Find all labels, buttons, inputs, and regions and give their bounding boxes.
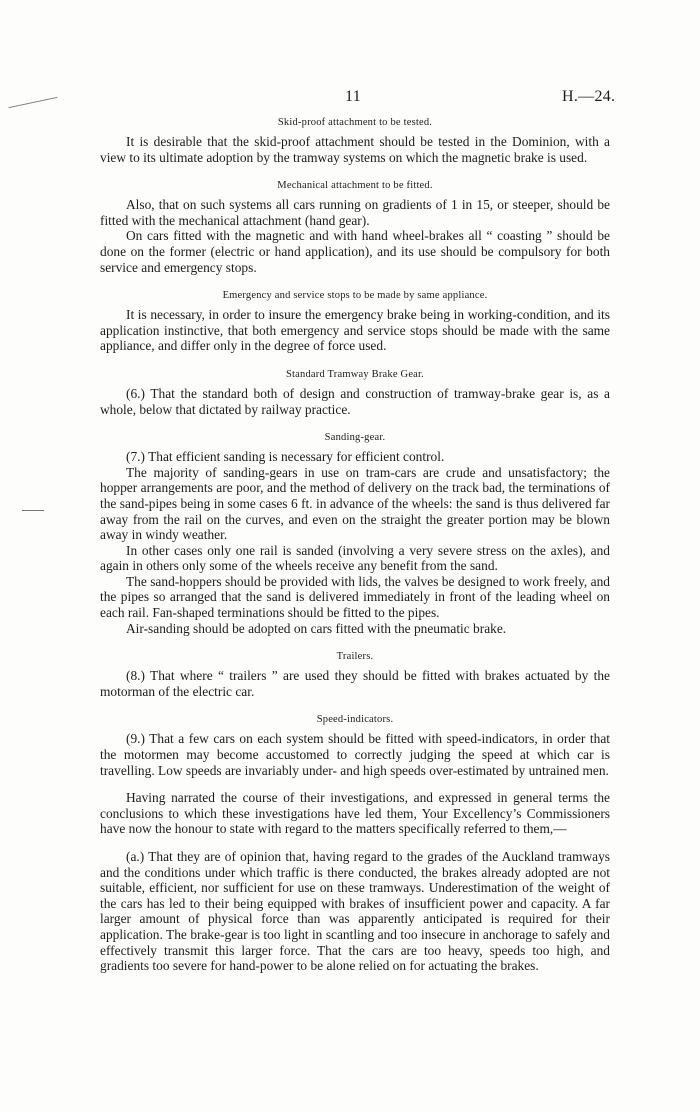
heading-mechanical-attachment: Mechanical attachment to be fitted. <box>277 180 433 192</box>
closing-paragraph: Having narrated the course of their investigations, and expressed in general terms the conclusions to which these investigations have led them, Your Excellency’s Commissioners have now the honour to state with regard to the matters specifically referred to them,— <box>100 790 610 837</box>
paragraph: (8.) That where “ trailers ” are used they should be fitted with brakes actuated by the motorman of the electric car. <box>100 668 610 699</box>
page-number: 11 <box>345 88 362 105</box>
heading-speed-indicators: Speed-indicators. <box>316 714 394 726</box>
heading-skid-proof: Skid-proof attachment to be tested. <box>277 117 433 128</box>
paragraph: It is desirable that the skid-proof attachment should be tested in the Dominion, with a view to its ultimate adoption by the tramway systems on which the magnetic brake is used. <box>100 134 610 165</box>
paragraph: Air-sanding should be adopted on cars fitted with the pneumatic brake. <box>126 620 507 636</box>
paragraph: Also, that on such systems all cars running on gradients of 1 in 15, or steeper, should be fitted with the mechanical attachment (hand gear). <box>100 197 610 228</box>
paragraph: On cars fitted with the magnetic and with hand wheel-brakes all “ coasting ” should be done on the former (electric or hand application), and its use should be compulsory for both service and emergency stops. <box>100 228 610 275</box>
document-body <box>100 116 610 974</box>
paragraph: (6.) That the standard both of design and construction of tramway-brake gear is, as a whole, below that dictated by railway practice. <box>100 385 610 417</box>
heading-standard-brake-gear: Standard Tramway Brake Gear. <box>286 368 424 380</box>
paragraph: It is necessary, in order to insure the emergency brake being in working-condition, and its application instinctive, that both emergency and service stops should be made with the same appliance, and differ only in the degree of force used. <box>100 307 610 354</box>
heading-sanding-gear: Sanding-gear. <box>324 432 386 444</box>
paragraph: The majority of sanding-gears in use on tram-cars are crude and unsatisfactory; the hopper arrangements are poor, and the method of delivery on the track bad, the terminations of the sand-pipes being in some cases 6 ft. in advance of the wheels: the sand is thus delivered far away from the rail on the curves, and even on the straight the greater portion may be blown away in windy weather. <box>100 464 610 543</box>
paragraph: The sand-hoppers should be provided with lids, the valves be designed to work freely, and the pipes so arranged that the sand is delivered immediately in front of the leading wheel on each rail. Fan-shaped terminations should be fitted to the pipes. <box>100 573 610 621</box>
margin-mark-middle <box>22 510 44 511</box>
heading-trailers: Trailers. <box>336 651 374 663</box>
document-reference: H.—24. <box>562 88 616 105</box>
heading-emergency-service-stops: Emergency and service stops to be made by same appliance. <box>222 290 488 302</box>
paragraph: (9.) That a few cars on each system should be fitted with speed-indicators, in order that the motormen may become accustomed to correctly judging the speed at which car is travelling. Low speeds are invariably under- and high speeds over-estimated by untrained men. <box>100 731 610 778</box>
margin-mark-top <box>8 97 57 108</box>
conclusion-a-paragraph: (a.) That they are of opinion that, having regard to the grades of the Auckland tramways and the conditions under which traffic is there conducted, the brakes already adopted are not suitable, efficient, nor sufficient for use on these tramways. Underestimation of the weight of the cars has led to their being equipped with brakes of insufficient power and capacity. A far larger amount of physical force than was apparently anticipated is required for their application. The brake-gear is too light in scantling and too insecure in anchorage to safely and effectively transmit this larger force. That the cars are too heavy, speeds too high, and gradients too severe for hand-power to be alone relied on for actuating the brakes. <box>100 849 610 974</box>
paragraph: (7.) That efficient sanding is necessary for efficient control. <box>126 449 445 465</box>
paragraph: In other cases only one rail is sanded (involving a very severe stress on the axles), and again in others only some of the wheels receive any benefit from the sand. <box>100 542 610 574</box>
